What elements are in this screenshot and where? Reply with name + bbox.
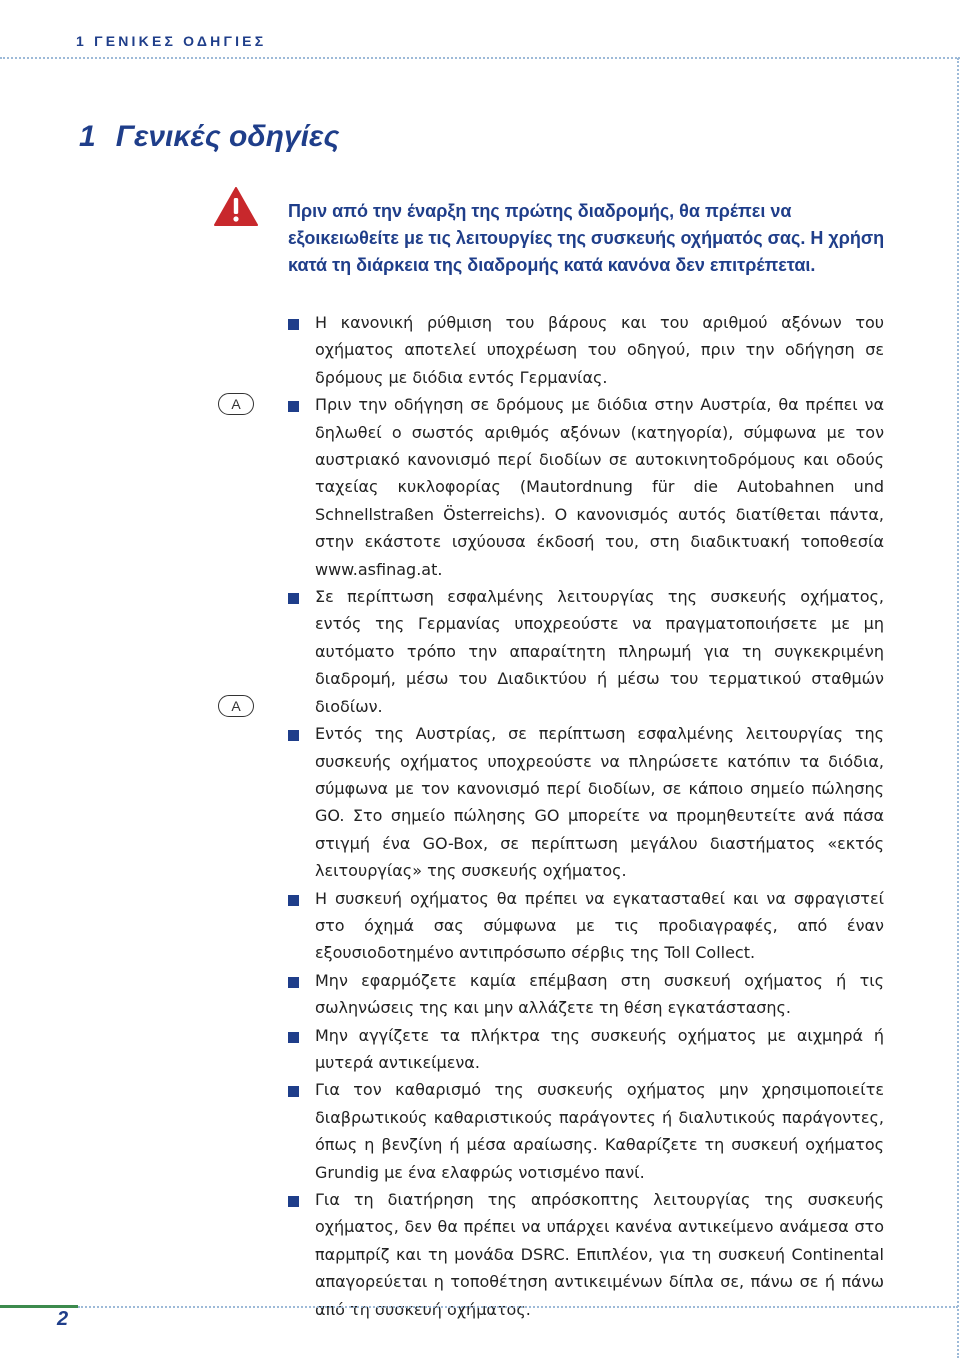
bullet-square-icon [288, 895, 299, 906]
list-item [288, 1186, 884, 1323]
instructions-list [288, 309, 884, 1323]
list-item-text: Πριν την οδήγηση σε δρόμους με διόδια στην Αυστρία, θα πρέπει να δηλωθεί ο σωστός αριθμός αξόνων (κατηγορία), σύμφωνα με τον αυστριακό κανονισμό περί διοδίων σε αυτοκινητοδρόμους και οδούς ταχείας κυκλοφορίας (Mautordnung für die Autobahnen und Schnellstraßen Österreichs). Ο κανονισμός αυτός διατίθεται πάντα, στην εκάστοτε ισχύουσα έκδοσή του, στη διαδικτυακή τοποθεσία www.asfinag.at. [315, 395, 884, 579]
list-item-text: Μην εφαρμόζετε καμία επέμβαση στη συσκευή οχήματος ή τις σωληνώσεις της και μην αλλάζετε τη θέση εγκατάστασης. [315, 970, 884, 1018]
list-item-text: Για τη διατήρηση της απρόσκοπτης λειτουργίας της συσκευής οχήματος, δεν θα πρέπει να υπάρχει κανένα αντικείμενο ανάμεσα στο παρμπρίζ και τη μονάδα DSRC. Επιπλέον, για τη συσκευή Continental απαγορεύεται η τοποθέτηση αντικειμένων δίπλα σε, πάνω σε ή πάνω από τη συσκευή οχήματος. [315, 1190, 884, 1319]
list-item-text: Η κανονική ρύθμιση του βάρους και του αριθμού αξόνων του οχήματος αποτελεί υποχρέωση του οδηγού, πριν την οδήγηση σε δρόμους με διόδια εντός Γερμανίας. [315, 313, 884, 387]
bullet-square-icon [288, 319, 299, 330]
bullet-square-icon [288, 1032, 299, 1043]
bullet-square-icon [288, 730, 299, 741]
header-divider [0, 57, 960, 59]
bullet-square-icon [288, 1086, 299, 1097]
warning-triangle-icon [214, 187, 258, 227]
bullet-square-icon [288, 1196, 299, 1207]
bullet-square-icon [288, 593, 299, 604]
country-badge-austria: A [218, 393, 254, 415]
list-item [288, 1076, 884, 1186]
list-item [288, 720, 884, 884]
footer-divider [78, 1306, 958, 1308]
page-title [79, 120, 339, 154]
list-item-text: Μην αγγίζετε τα πλήκτρα της συσκευής οχήματος με αιχμηρά ή μυτερά αντικείμενα. [315, 1025, 884, 1072]
list-item [288, 583, 884, 720]
list-item-text: Η συσκευή οχήματος θα πρέπει να εγκατασταθεί και να σφραγιστεί στο όχημά σας σύμφωνα με τις προδιαγραφές, από έναν εξουσιοδοτημένο αντιπρόσωπο σέρβις της Toll Collect. [315, 888, 884, 963]
section-number: 1 [79, 120, 96, 153]
list-item [288, 885, 884, 967]
page-number: 2 [57, 1308, 69, 1330]
list-item-text: Για τον καθαρισμό της συσκευής οχήματος μην χρησιμοποιείτε διαβρωτικούς καθαριστικούς παράγοντες ή διαλυτικούς παράγοντες, όπως η βενζίνη ή μέσα αραίωσης. Καθαρίζετε τη συσκευή οχήματος Grundig με ένα ελαφρώς νοτισμένο πανί. [315, 1080, 884, 1182]
page-edge-divider [957, 58, 959, 1358]
country-badge-austria: A [218, 695, 254, 717]
warning-text: Πριν από την έναρξη της πρώτης διαδρομής, θα πρέπει να εξοικειωθείτε με τις λειτουργίες της συσκευής οχήματός σας. Η χρήση κατά τη διάρκεια της διαδρομής κατά κανόνα δεν επιτρέπεται. [288, 201, 885, 275]
list-item [288, 391, 884, 583]
list-item [288, 1022, 884, 1077]
section-title: Γενικές οδηγίες [115, 120, 340, 153]
list-item-text: Σε περίπτωση εσφαλμένης λειτουργίας της συσκευής οχήματος, εντός της Γερμανίας υποχρεούστε να πραγματοποιήσετε με μη αυτόματο τρόπο την απαραίτητη πληρωμή για τη συγκεκριμένη διαδρομή, μέσω του Διαδικτύου ή μέσω του τερματικού σταθμών διοδίων. [315, 587, 884, 716]
bullet-square-icon [288, 977, 299, 988]
list-item-text: Εντός της Αυστρίας, σε περίπτωση εσφαλμένης λειτουργίας της συσκευής οχήματος υποχρεούστε να πληρώσετε κατόπιν τα διόδια, σύμφωνα με τον κανονισμό περί διοδίων, σε κάποιο σημείο πώλησης GO. Στο σημείο πώλησης GO μπορείτε να προμηθευτείτε ανά πάσα στιγμή ένα GO-Box, σε περίπτωση μεγάλου διαστήματος «εκτός λειτουργίας» της συσκευής οχήματος. [315, 724, 884, 881]
bullet-square-icon [288, 401, 299, 412]
list-item [288, 309, 884, 391]
running-header: 1 ΓΕΝΙΚΕΣ ΟΔΗΓΙΕΣ [76, 33, 267, 49]
list-item [288, 967, 884, 1022]
